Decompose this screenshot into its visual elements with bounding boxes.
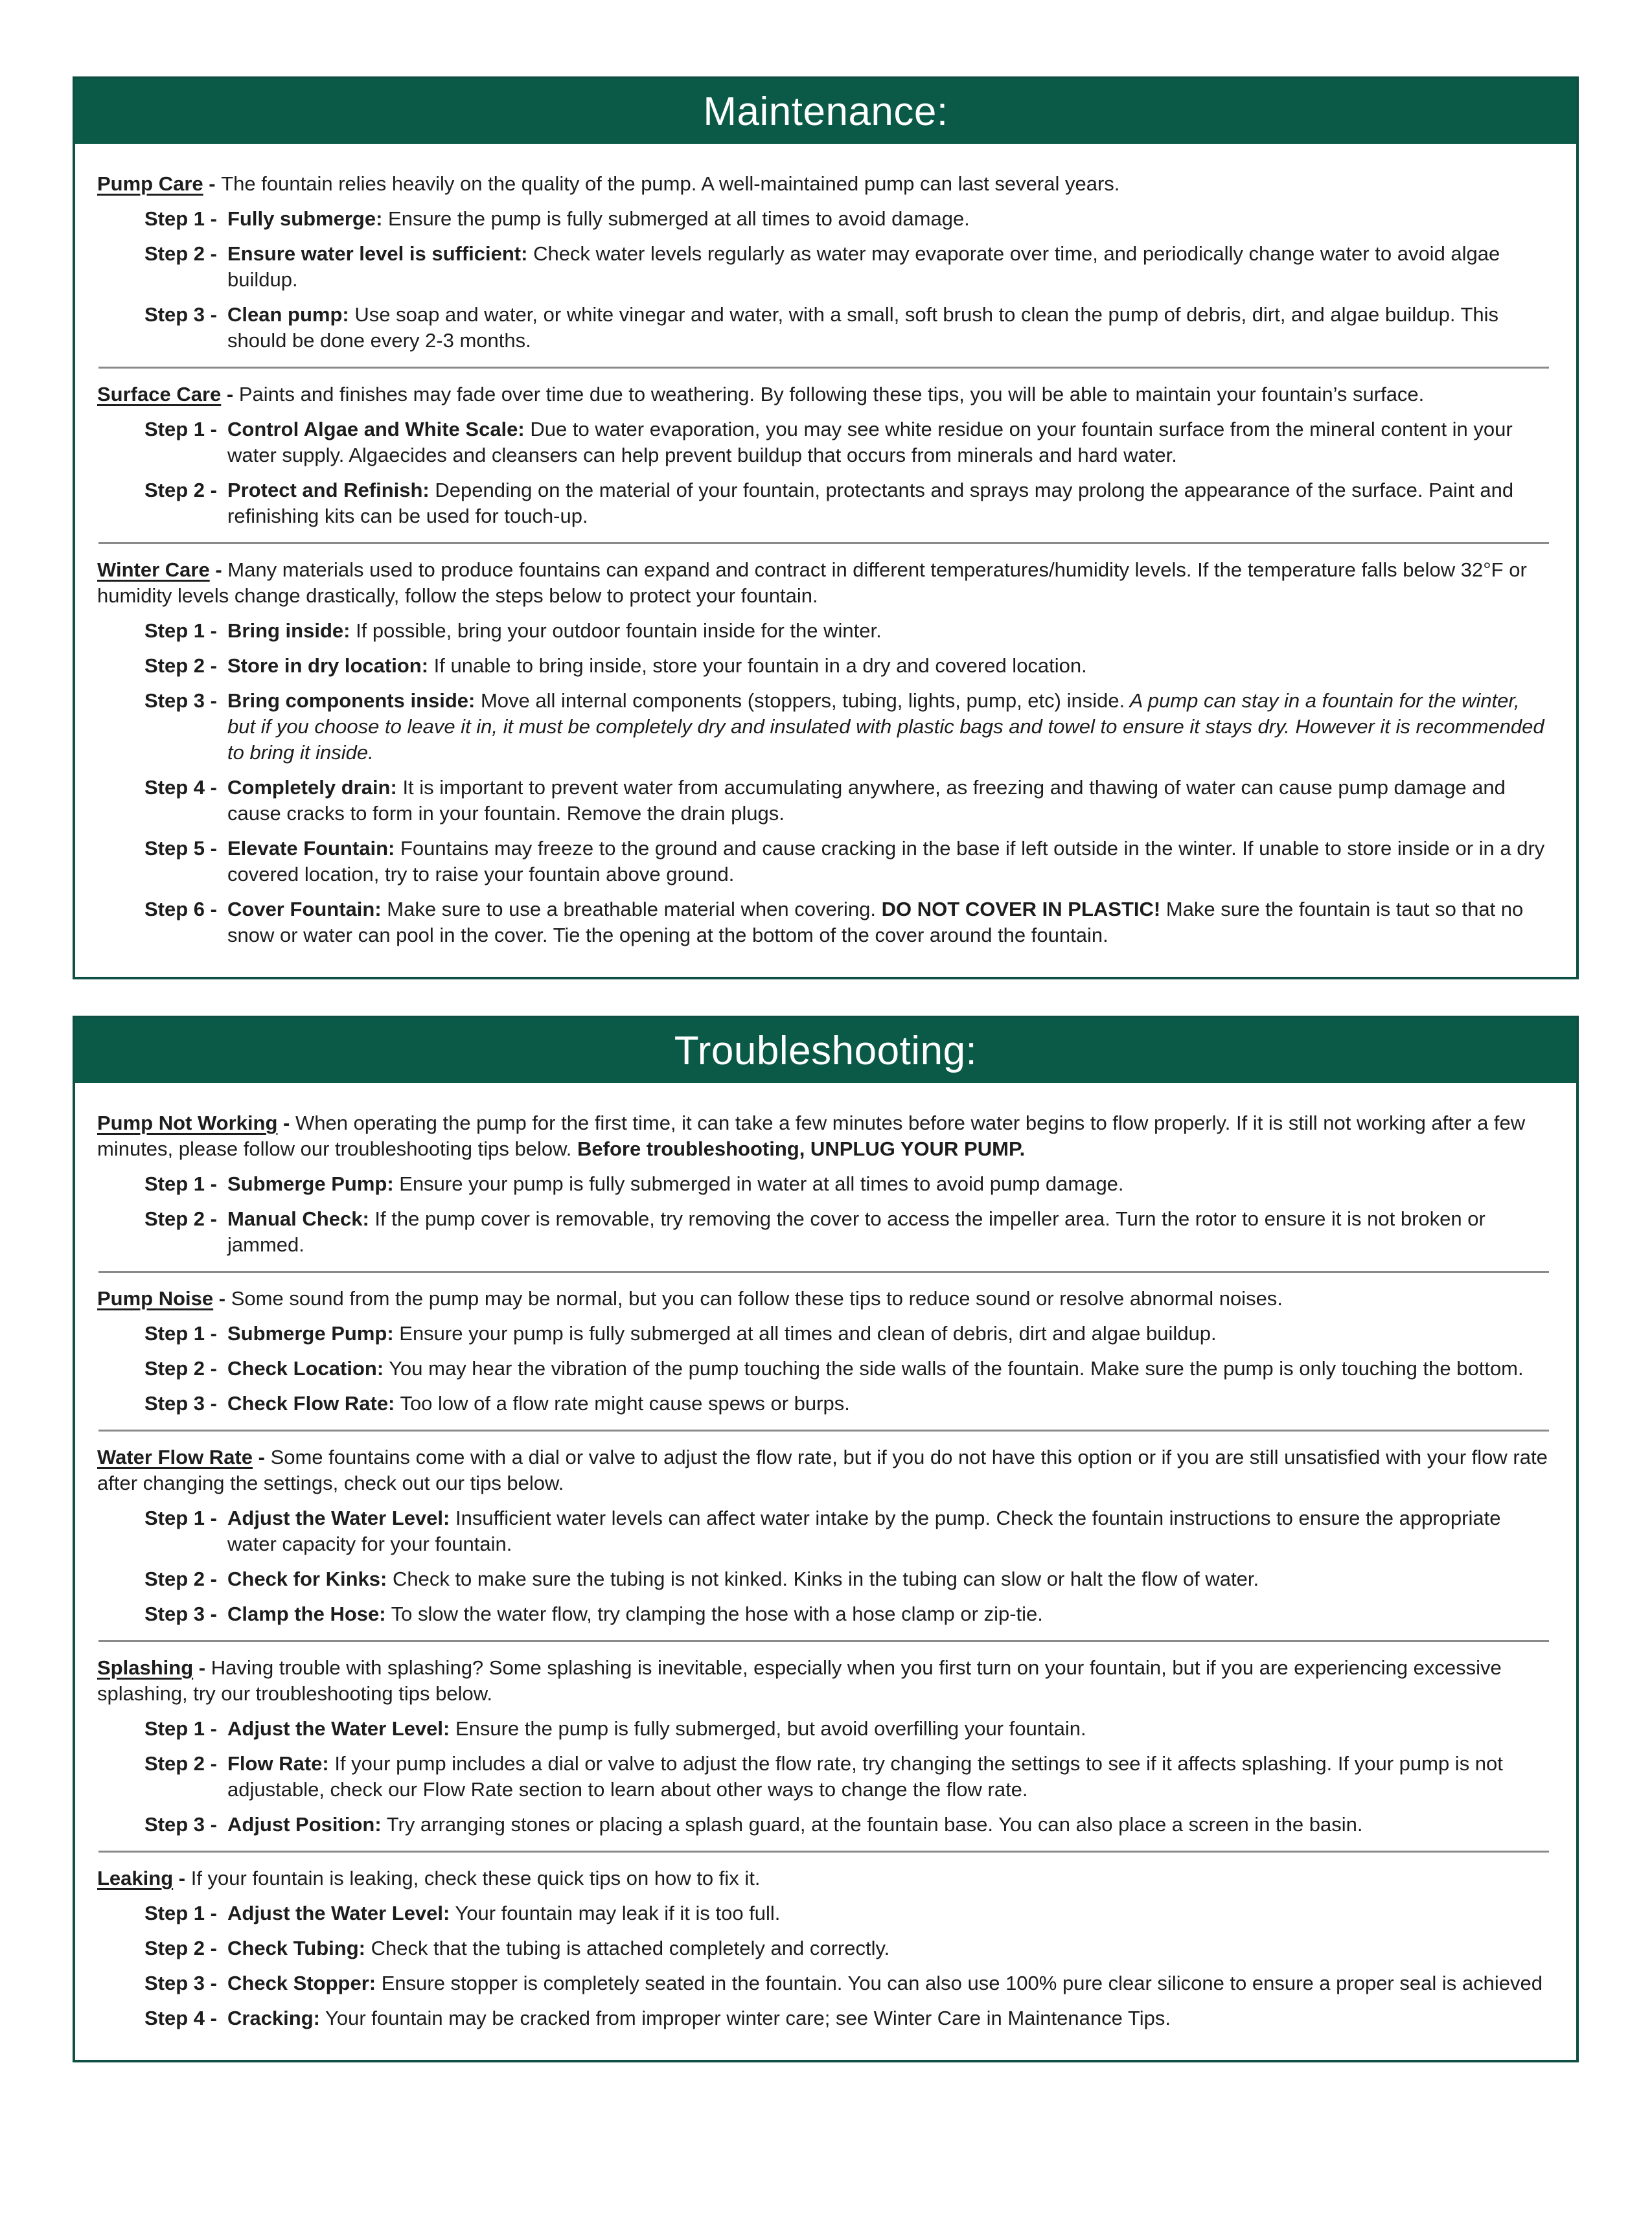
steps-list [97, 1171, 1550, 1258]
heading-separator: - [203, 172, 222, 195]
section-divider [98, 1851, 1549, 1853]
step-label: Step 1 - [144, 207, 217, 230]
text-bold: Completely drain: [227, 776, 397, 799]
text-bold: Cracking: [227, 2007, 320, 2029]
heading-separator: - [277, 1112, 295, 1134]
step-label: Step 2 - [144, 1207, 217, 1230]
text-bold: Cover Fountain: [227, 898, 382, 920]
text-regular: If unable to bring inside, store your fountain in a dry and covered location. [428, 654, 1087, 677]
step-label: Step 2 - [144, 242, 217, 265]
step-label: Step 2 - [144, 654, 217, 677]
step-row [144, 1566, 1550, 1592]
step-row [144, 1812, 1550, 1838]
text-regular: Move all internal components (stoppers, tubing, lights, pump, etc) inside. [475, 689, 1125, 712]
step-text [227, 775, 1550, 827]
step-text [227, 1505, 1550, 1557]
maintenance-sections [75, 144, 1576, 977]
step-row [144, 1716, 1550, 1742]
step-text [227, 896, 1550, 948]
section-intro [97, 171, 1550, 197]
text-bold: Clean pump: [227, 303, 349, 326]
step-text [227, 653, 1550, 679]
section-intro [97, 1110, 1550, 1162]
section-heading: Pump Not Working [97, 1112, 278, 1134]
section-divider [98, 1430, 1549, 1432]
text-regular: Too low of a flow rate might cause spews or burps. [395, 1392, 850, 1415]
steps-list [97, 1505, 1550, 1627]
step-row [144, 1206, 1550, 1258]
text-bold: Check Flow Rate: [227, 1392, 395, 1415]
step-text [227, 2005, 1550, 2031]
heading-separator: - [221, 383, 239, 405]
text-regular: If your pump includes a dial or valve to adjust the flow rate, try changing the settings to see if it affects splashing. If your pump is not adjustable, check our Flow Rate section to learn about other ways to change the flow rate. [227, 1752, 1503, 1801]
step-label: Step 1 - [144, 1507, 217, 1529]
steps-list [97, 618, 1550, 948]
step-row [144, 417, 1550, 468]
text-bold: Elevate Fountain: [227, 837, 395, 860]
text-regular: When operating the pump for the first time, it can take a few minutes before water begins to flow properly. If it is still not working after a few minutes, please follow our troubleshooting tips below. [97, 1112, 1526, 1160]
step-label: Step 1 - [144, 1717, 217, 1740]
text-regular: Make sure to use a breathable material when covering. [381, 898, 882, 920]
text-regular: Many materials used to produce fountains can expand and contract in different temperatures/humidity levels. If the temperature falls below 32°F or humidity levels change drastically, follow the steps below to protect your fountain. [97, 558, 1527, 607]
step-label: Step 1 - [144, 1322, 217, 1345]
heading-separator: - [193, 1656, 211, 1679]
step-text [227, 1356, 1550, 1382]
troubleshooting-panel [73, 1016, 1579, 2062]
maintenance-panel [73, 76, 1579, 979]
step-label: Step 2 - [144, 1568, 217, 1590]
step-text [227, 206, 1550, 232]
text-bold: Adjust the Water Level: [227, 1902, 450, 1924]
maintenance-header-bar [75, 79, 1576, 144]
step-label: Step 2 - [144, 479, 217, 501]
step-label: Step 3 - [144, 303, 217, 326]
text-regular: Check that the tubing is attached completely and correctly. [365, 1937, 890, 1959]
text-bold: Manual Check: [227, 1207, 369, 1230]
text-regular: If the pump cover is removable, try removing the cover to access the impeller area. Turn the rotor to ensure it is not broken or jammed. [227, 1207, 1486, 1256]
step-text [227, 618, 1550, 644]
step-row [144, 1970, 1550, 1996]
step-text [227, 1900, 1550, 1926]
step-label: Step 3 - [144, 1603, 217, 1625]
step-label: Step 1 - [144, 418, 217, 440]
text-bold: Fully submerge: [227, 207, 383, 230]
text-bold: Clamp the Hose: [227, 1603, 386, 1625]
step-label: Step 1 - [144, 619, 217, 642]
heading-separator: - [209, 558, 228, 581]
section-divider [98, 1271, 1549, 1273]
section-heading: Pump Care [97, 172, 203, 195]
step-text [227, 1935, 1550, 1961]
section-divider [98, 367, 1549, 369]
step-row [144, 688, 1550, 766]
step-label: Step 3 - [144, 1813, 217, 1836]
step-text [227, 1321, 1550, 1347]
text-bold: Check Location: [227, 1357, 384, 1380]
step-row [144, 1171, 1550, 1197]
section-intro [97, 1286, 1550, 1312]
heading-separator: - [213, 1287, 231, 1310]
text-bold: Store in dry location: [227, 654, 429, 677]
section-winter-care [97, 557, 1550, 948]
section-intro [97, 557, 1550, 609]
section-pump-not-working [97, 1110, 1550, 1258]
text-bold: Control Algae and White Scale: [227, 418, 525, 440]
maintenance-title: Maintenance: [703, 89, 948, 134]
text-bold: Ensure water level is sufficient: [227, 242, 528, 265]
step-text [227, 1716, 1550, 1742]
step-label: Step 2 - [144, 1357, 217, 1380]
step-label: Step 4 - [144, 2007, 217, 2029]
step-row [144, 618, 1550, 644]
text-regular: Ensure your pump is fully submerged at all times and clean of debris, dirt and algae buildup. [393, 1322, 1217, 1345]
text-bold: Bring components inside: [227, 689, 476, 712]
text-bold: Adjust the Water Level: [227, 1717, 450, 1740]
step-row [144, 836, 1550, 887]
step-label: Step 5 - [144, 837, 217, 860]
heading-separator: - [173, 1867, 191, 1889]
step-row [144, 1356, 1550, 1382]
steps-list [97, 1716, 1550, 1838]
step-row [144, 241, 1550, 293]
step-label: Step 2 - [144, 1752, 217, 1775]
text-regular: Ensure stopper is completely seated in the fountain. You can also use 100% pure clear silicone to ensure a proper seal is achieved [376, 1972, 1543, 1994]
text-bold: Adjust Position: [227, 1813, 382, 1836]
text-regular: Depending on the material of your fountain, protectants and sprays may prolong the appearance of the surface. Paint and refinishing kits can be used for touch-up. [227, 479, 1514, 527]
text-regular: Having trouble with splashing? Some splashing is inevitable, especially when you first turn on your fountain, but if you are experiencing excessive splashing, try our troubleshooting tips below. [97, 1656, 1502, 1705]
text-regular: Check to make sure the tubing is not kinked. Kinks in the tubing can slow or halt the flow of water. [387, 1568, 1259, 1590]
text-regular: Due to water evaporation, you may see white residue on your fountain surface from the mineral content in your water supply. Algaecides and cleansers can help prevent buildup that occurs from minerals and hard water. [227, 418, 1513, 466]
section-intro [97, 1866, 1550, 1891]
text-bold: Flow Rate: [227, 1752, 329, 1775]
text-bold: Check Stopper: [227, 1972, 376, 1994]
troubleshooting-sections [75, 1083, 1576, 2060]
text-bold: Bring inside: [227, 619, 350, 642]
step-label: Step 6 - [144, 898, 217, 920]
heading-separator: - [253, 1446, 271, 1468]
text-regular: You may hear the vibration of the pump touching the side walls of the fountain. Make sure the pump is only touching the bottom. [384, 1357, 1524, 1380]
step-row [144, 302, 1550, 354]
section-water-flow-rate [97, 1444, 1550, 1627]
step-label: Step 4 - [144, 776, 217, 799]
troubleshooting-title: Troubleshooting: [674, 1028, 978, 1073]
step-row [144, 206, 1550, 232]
text-regular: It is important to prevent water from accumulating anywhere, as freezing and thawing of water can cause pump damage and cause cracks to form in your fountain. Remove the drain plugs. [227, 776, 1506, 825]
text-regular: Make sure the fountain is taut so that no snow or water can pool in the cover. Tie the opening at the bottom of the cover around the fountain. [227, 898, 1524, 946]
step-row [144, 896, 1550, 948]
section-heading: Winter Care [97, 558, 210, 581]
step-row [144, 477, 1550, 529]
steps-list [97, 1321, 1550, 1417]
step-row [144, 2005, 1550, 2031]
text-bold: Before troubleshooting, UNPLUG YOUR PUMP. [577, 1137, 1026, 1160]
section-heading: Surface Care [97, 383, 222, 405]
step-label: Step 3 - [144, 689, 217, 712]
section-leaking [97, 1866, 1550, 2031]
section-heading: Water Flow Rate [97, 1446, 253, 1468]
step-row [144, 653, 1550, 679]
text-bold: DO NOT COVER IN PLASTIC! [881, 898, 1161, 920]
text-regular: Your fountain may be cracked from improper winter care; see Winter Care in Maintenance Tips. [319, 2007, 1171, 2029]
step-row [144, 1601, 1550, 1627]
step-row [144, 1391, 1550, 1417]
step-text [227, 1601, 1550, 1627]
text-regular: Fountains may freeze to the ground and cause cracking in the base if left outside in the winter. If unable to store inside or in a dry covered location, try to raise your fountain above ground. [227, 837, 1545, 885]
steps-list [97, 1900, 1550, 2031]
step-text [227, 1751, 1550, 1803]
step-text [227, 302, 1550, 354]
text-regular: Insufficient water levels can affect water intake by the pump. Check the fountain instructions to ensure the appropriate water capacity for your fountain. [227, 1507, 1501, 1555]
step-row [144, 1505, 1550, 1557]
step-row [144, 1751, 1550, 1803]
text-regular: Your fountain may leak if it is too full. [450, 1902, 781, 1924]
section-intro [97, 1655, 1550, 1707]
text-regular: Some fountains come with a dial or valve to adjust the flow rate, but if you do not have this option or if you are still unsatisfied with your flow rate after changing the settings, check out our tips below. [97, 1446, 1548, 1494]
section-intro [97, 382, 1550, 407]
text-bold: Submerge Pump: [227, 1172, 394, 1195]
steps-list [97, 417, 1550, 529]
text-bold: Protect and Refinish: [227, 479, 430, 501]
step-row [144, 1935, 1550, 1961]
step-text [227, 1171, 1550, 1197]
text-bold: Check for Kinks: [227, 1568, 387, 1590]
step-text [227, 477, 1550, 529]
step-label: Step 3 - [144, 1972, 217, 1994]
text-regular: If possible, bring your outdoor fountain inside for the winter. [350, 619, 882, 642]
troubleshooting-header-bar [75, 1018, 1576, 1083]
section-surface-care [97, 382, 1550, 529]
step-text [227, 241, 1550, 293]
text-regular: Some sound from the pump may be normal, but you can follow these tips to reduce sound or resolve abnormal noises. [231, 1287, 1283, 1310]
section-divider [98, 1640, 1549, 1642]
step-label: Step 1 - [144, 1902, 217, 1924]
step-row [144, 1321, 1550, 1347]
text-bold: Check Tubing: [227, 1937, 365, 1959]
step-label: Step 3 - [144, 1392, 217, 1415]
text-bold: Submerge Pump: [227, 1322, 394, 1345]
text-regular: To slow the water flow, try clamping the hose with a hose clamp or zip-tie. [385, 1603, 1043, 1625]
section-divider [98, 542, 1549, 544]
text-regular: Ensure the pump is fully submerged, but avoid overfilling your fountain. [450, 1717, 1086, 1740]
text-regular: Try arranging stones or placing a splash guard, at the fountain base. You can also place a screen in the basin. [381, 1813, 1363, 1836]
step-text [227, 1566, 1550, 1592]
text-regular: The fountain relies heavily on the quality of the pump. A well-maintained pump can last several years. [221, 172, 1120, 195]
section-splashing [97, 1655, 1550, 1838]
text-regular: If your fountain is leaking, check these quick tips on how to fix it. [190, 1867, 761, 1889]
step-label: Step 2 - [144, 1937, 217, 1959]
step-label: Step 1 - [144, 1172, 217, 1195]
section-intro [97, 1444, 1550, 1496]
section-heading: Leaking [97, 1867, 174, 1889]
step-text [227, 1391, 1550, 1417]
text-bold: Adjust the Water Level: [227, 1507, 450, 1529]
text-regular: Ensure your pump is fully submerged in water at all times to avoid pump damage. [393, 1172, 1124, 1195]
step-text [227, 417, 1550, 468]
step-text [227, 1812, 1550, 1838]
section-heading: Pump Noise [97, 1287, 214, 1310]
text-regular: Check water levels regularly as water may evaporate over time, and periodically change water to avoid algae buildup. [227, 242, 1500, 291]
step-row [144, 775, 1550, 827]
step-text [227, 836, 1550, 887]
text-italic: A pump can stay in a fountain for the winter, but if you choose to leave it in, it must be completely dry and insulated with plastic bags and towel to ensure it stays dry. However it is recommended to bring it inside. [227, 689, 1544, 764]
step-row [144, 1900, 1550, 1926]
section-heading: Splashing [97, 1656, 194, 1679]
text-regular: Paints and finishes may fade over time due to weathering. By following these tips, you will be able to maintain your fountain’s surface. [238, 383, 1425, 405]
text-regular: Ensure the pump is fully submerged at all times to avoid damage. [382, 207, 970, 230]
section-pump-care [97, 171, 1550, 354]
text-regular: Use soap and water, or white vinegar and water, with a small, soft brush to clean the pump of debris, dirt, and algae buildup. This should be done every 2-3 months. [227, 303, 1499, 352]
step-text [227, 1970, 1550, 1996]
steps-list [97, 206, 1550, 354]
step-text [227, 688, 1550, 766]
step-text [227, 1206, 1550, 1258]
section-pump-noise [97, 1286, 1550, 1417]
page [0, 76, 1652, 2214]
